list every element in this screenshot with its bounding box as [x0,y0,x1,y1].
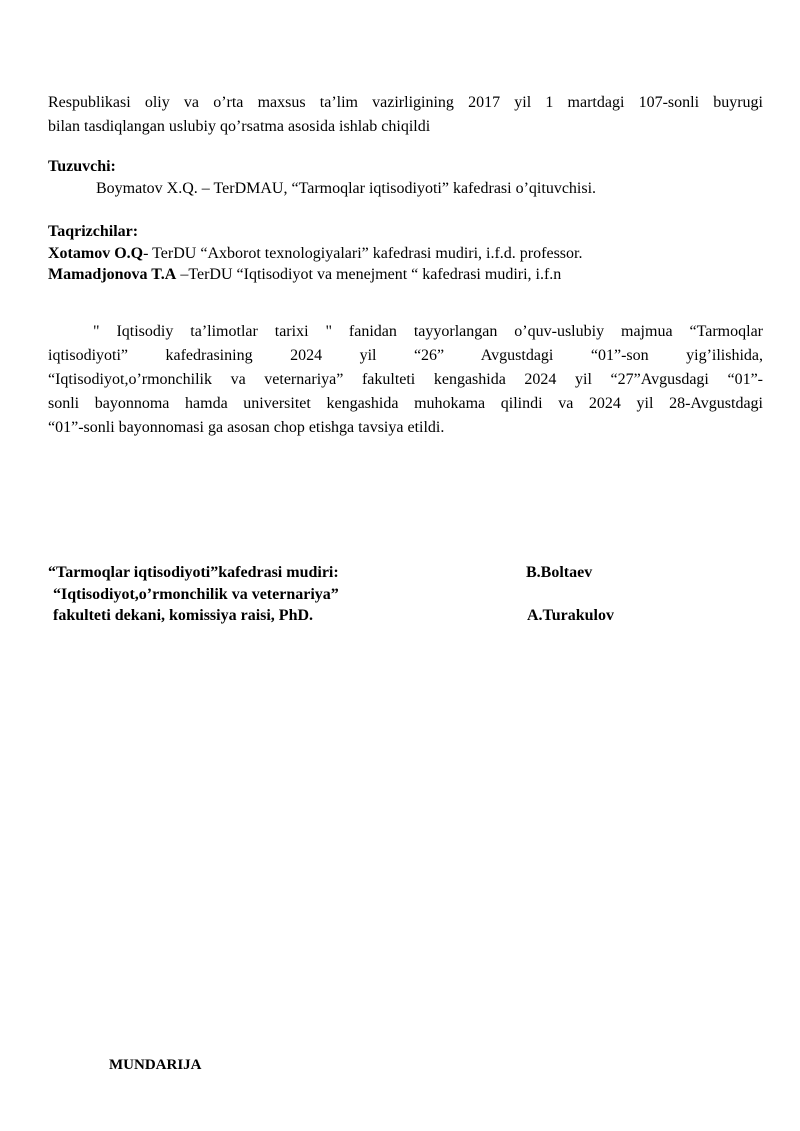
approval-paragraph [48,91,763,139]
reviewer-item [48,244,582,264]
reviewers-heading: Taqrizchilar: [48,223,139,240]
reviewer-text: –TerDU “Iqtisodiyot va menejment “ kafedrasi mudiri, i.f.n [176,266,562,283]
reviewer-name: Mamadjonova T.A [48,266,177,283]
faculty-line-1: “Iqtisodiyot,o’rmonchilik va veternariya” [53,586,339,603]
faculty-line-2: fakulteti dekani, komissiya raisi, PhD. [53,607,314,624]
toc-heading: MUNDARIJA [109,1057,202,1073]
compiler-heading: Tuzuvchi: [48,158,116,175]
recommendation-line: “Iqtisodiyot,o’rmonchilik va veternariya” fakulteti kengashida 2024 yil “27”Avgusdagi “01”- [48,371,763,388]
dept-head-title: “Tarmoqlar iqtisodiyoti”kafedrasi mudiri: [48,564,339,581]
dean-name: A.Turakulov [527,607,614,624]
recommendation-line: " Iqtisodiy ta’limotlar tarixi " fanidan tayyorlangan o’quv-uslubiy majmua “Tarmoqlar [93,323,763,340]
reviewer-text: - TerDU “Axborot texnologiyalari” kafedrasi mudiri, i.f.d. professor. [143,245,583,262]
compiler-text: Boymatov X.Q. – TerDMAU, “Tarmoqlar iqtisodiyoti” kafedrasi o’qituvchisi. [96,180,597,197]
reviewer-name: Xotamov O.Q [48,245,144,262]
recommendation-line: iqtisodiyoti” kafedrasining 2024 yil “26” Avgustdagi “01”-son yig’ilishida, [48,347,763,364]
dept-head-name: B.Boltaev [526,564,593,581]
reviewer-item [48,265,561,285]
recommendation-line: “01”-sonli bayonnomasi ga asosan chop etishga tavsiya etildi. [48,419,445,436]
approval-line-2: bilan tasdiqlangan uslubiy qo’rsatma asosida ishlab chiqildi [48,118,431,135]
recommendation-line: sonli bayonnoma hamda universitet kengashida muhokama qilindi va 2024 yil 28-Avgustdagi [48,395,763,412]
recommendation-paragraph [48,320,763,440]
approval-line-1: Respublikasi oliy va o’rta maxsus ta’lim vazirligining 2017 yil 1 martdagi 107-sonli buyrugi [48,94,763,111]
